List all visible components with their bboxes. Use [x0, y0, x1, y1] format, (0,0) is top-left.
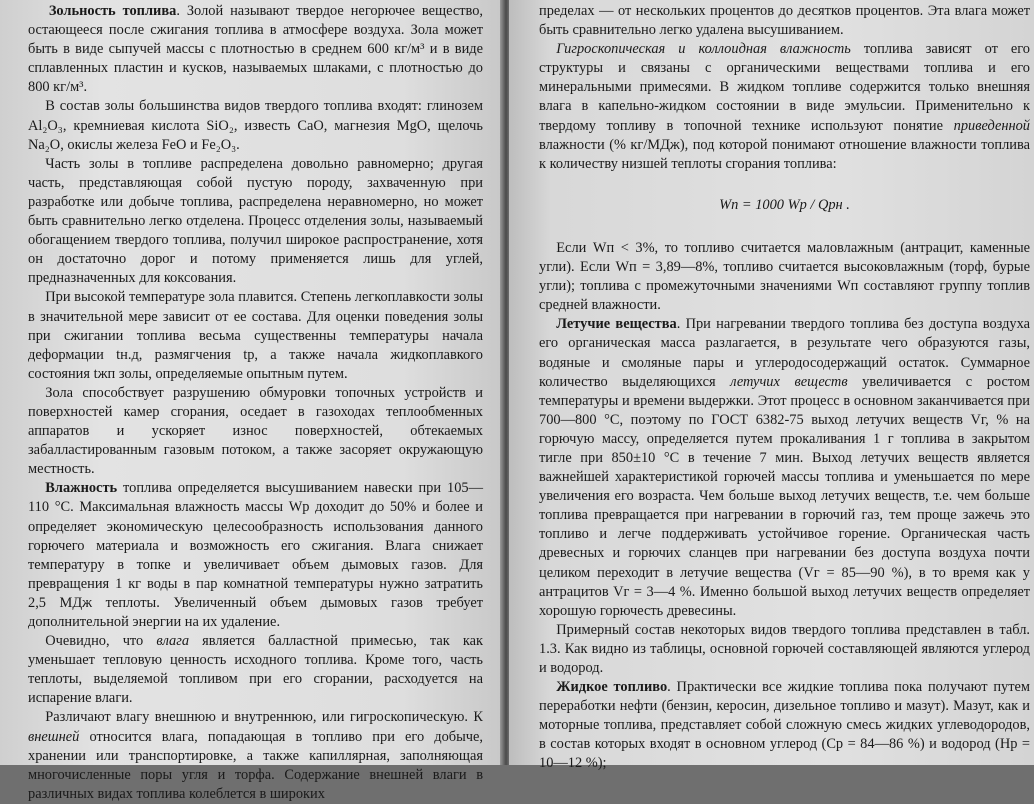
- term-ash: Зольность топлива: [48, 3, 177, 19]
- paragraph-ash-damage: Зола способствует разрушению обмуровки топочных устройств и поверхностей камер сгорания, оседает в газоходах теплообменных аппаратов и ускоряет износ поверхностей, обтекаемых забалластированным газовым потоком, а также засоряет окружающую местность.: [28, 384, 483, 478]
- paragraph-ash: Зольность топлива. Золой называют твердое негорючее вещество, остающееся после сжигания топлива в атмосфере воздуха. Зола может быть в виде сыпучей массы с плотностью в среднем 600 кг/м³ и в виде сплавленных пластин и кусков, называемых шлаками, с плотностью до 800 кг/м³.: [28, 3, 483, 96]
- term-liquid-fuel: Жидкое топливо: [556, 679, 668, 696]
- paragraph-ash-melting: При высокой температуре зола плавится. Степень легкоплавкости золы в значительной мере зависит от ее состава. Для оценки поведения золы при сжигании топлива весьма существенны температуры начала деформации tн.д, размягчения tр, а также начала жидкоплавкого состояния tжп золы, определяемые опытным путем.: [28, 289, 483, 382]
- term-volatiles: Летучие вещества: [556, 316, 677, 333]
- paragraph-ash-distribution: Часть золы в топливе распределена довольно равномерно; другая часть, представляющая собой пустую породу, захваченную при разработке или добыче топлива, распределена неравномерно, но может быть сравнительно легко отделена. Процесс отделения золы, называемый обогащением твердого топлива, получил широкое распространение, хотя он достаточно дорог и потому применяется лишь для углей, предназначенных для коксования.: [28, 155, 483, 287]
- paragraph-moisture: Влажность топлива определяется высушиванием навески при 105—110 °С. Максимальная влажность массы Wр доходит до 50% и более и определяет экономическую целесообразность использования данного горючего материала и возможность его сжигания. Влага снижает температуру в топке и увеличивает объем дымовых газов. Для превращения 1 кг воды в пар комнатной температуры нужно затратить 2,5 МДж теплоты. Увеличенный объем дымовых газов требует дополнительной энергии на их удаление.: [28, 480, 483, 630]
- left-page: [0, 0, 503, 802]
- paragraph-volatiles: Летучие вещества. При нагревании твердого топлива без доступа воздуха его органическая масса разлагается, в результате чего образуются газы, водяные и смоляные пары и углеродосодержащий остаток. Суммарное количество выделяющихся летучих веществ увеличивается с ростом температуры и времени выдержки. Этот процесс в основном заканчивается при 700—800 °С, поэтому по ГОСТ 6382-75 выход летучих веществ Vг, % на горючую массу, определяется путем прокаливания 1 г топлива в закрытом тигле при 850±10 °С в течение 7 мин. Выход летучих веществ является важнейшей характеристикой горючей массы топлива и уменьшается по мере увеличения его возраста. Чем больше выход летучих веществ, т.е. чем больше топлива превращается при нагревании в горючий газ, тем проще зажечь это топливо и легче поддерживать устойчивое горение. Органическая часть древесных и горючих сланцев при нагревании без доступа воздуха почти целиком переходит в летучие вещества (Vг = 85—90 %), в то время как у антрацитов Vг = 3—4 %. Именно большой выход летучих веществ определяет хорошую горючесть древесины.: [539, 316, 1030, 619]
- paragraph-ash-composition: В состав золы большинства видов твердого топлива входят: глинозем Al₂O₃, кремниевая кислота SiO₂, известь CaO, магнезия MgO, щелочь Na₂O, окислы железа FeO и Fe₂O₃.: [28, 98, 483, 153]
- paragraph-moisture-continued: пределах — от нескольких процентов до десятков процентов. Эта влага может быть сравнительно легко удалена высушиванием.: [539, 3, 1030, 39]
- paragraph-composition-table: Примерный состав некоторых видов твердого топлива представлен в табл. 1.3. Как видно из таблицы, основной горючей составляющей являются углерод и водород.: [539, 621, 1030, 676]
- term-moisture: Влажность: [45, 480, 118, 497]
- paragraph-moisture-classes: Если Wп < 3%, то топливо считается маловлажным (антрацит, каменные угли). Если Wп = 3,89—8%, топливо считается высоковлажным (торф, бурые угли); топлива с промежуточными значениями Wп составляют группу топлив средней влажности.: [539, 239, 1030, 314]
- formula-reduced-moisture: Wп = 1000 Wр / Qрн .: [719, 196, 850, 213]
- paragraph-hygroscopic: Гигроскопическая и коллоидная влажность топлива зависят от его структуры и связаны с органическими веществами топлива и его минеральными примесями. В жидком топливе содержится только внешняя влага в капельно-жидком состоянии в виде эмульсии. Применительно к твердому топливу в топочной технике используют понятие приведенной влажности (% кг/МДж), под которой понимают отношение влажности топлива к количеству низшей теплоты сгорания топлива:: [539, 41, 1030, 172]
- paragraph-liquid-fuel: Жидкое топливо. Практически все жидкие топлива пока получают путем переработки нефти (бензин, керосин, дизельное топливо и мазут). Мазут, как и моторные топлива, представляет собой сложную смесь жидких углеводородов, в состав которых входят в основном углерод (Ср = 84—86 %) и водород (Нр = 10—12 %);: [539, 679, 1031, 772]
- paragraph-moisture-types: Различают влагу внешнюю и внутреннюю, или гигроскопическую. К внешней относится влага, попадающая в топливо при его добыче, хранении или транспортировке, а также капиллярная, заполняющая многочисленные поры угля и торфа. Содержание внешней влаги в различных видах топлива колеблется в широких: [28, 709, 483, 802]
- right-page: [509, 0, 1034, 772]
- paragraph-moisture-ballast: Очевидно, что влага является балластной примесью, так как уменьшает тепловую ценность исходного топлива. Кроме того, часть теплоты, выделяемой топливом при его сгорании, расходуется на испарение влаги.: [28, 633, 483, 707]
